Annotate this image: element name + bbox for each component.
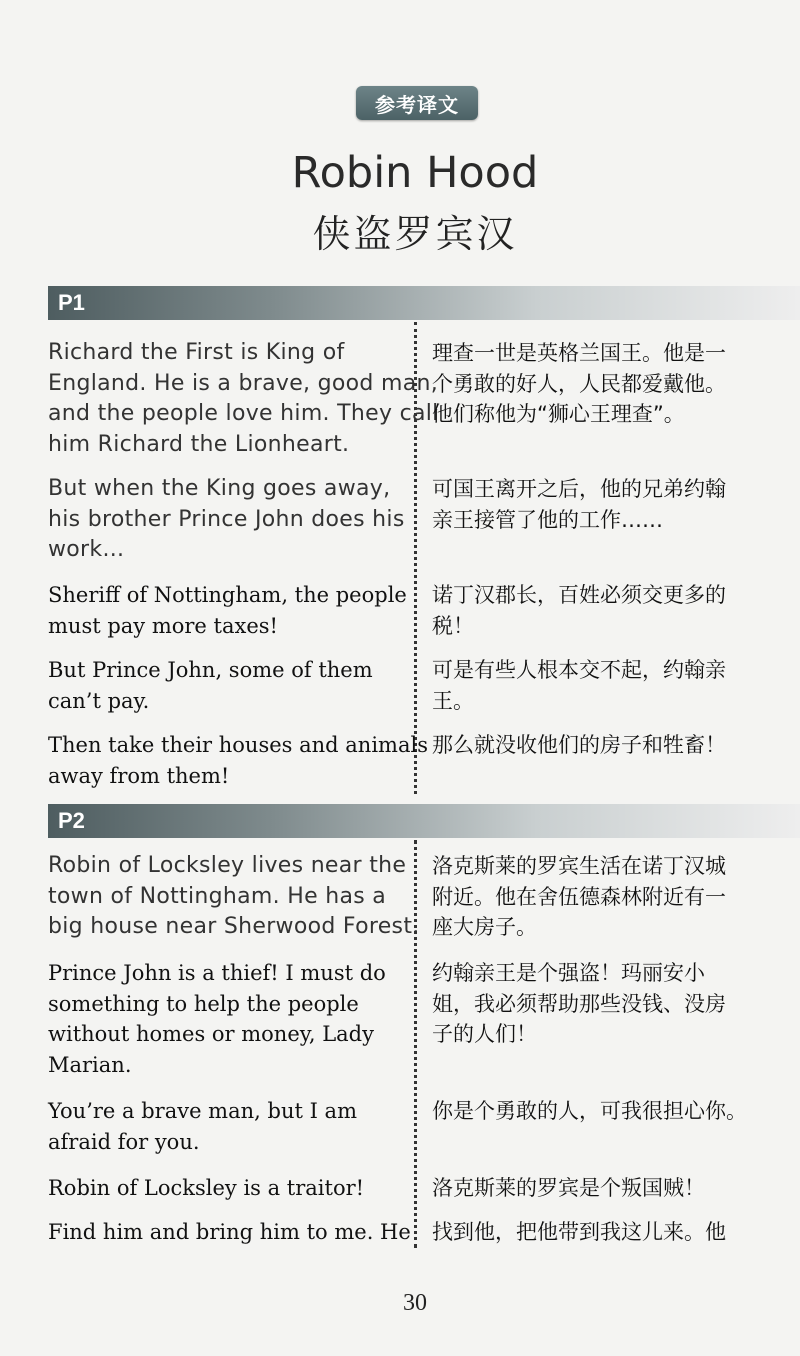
english-paragraph: Richard the First is King of England. He is a brave, good man, and the people love him. They call him Richard the Lionheart. <box>48 340 439 457</box>
english-speech: Prince John is a thief! I must do something to help the people without homes or money, Lady Marian. <box>48 961 386 1077</box>
chinese-speech: 洛克斯莱的罗宾是个叛国贼！ <box>432 1176 705 1200</box>
page-title-english: Robin Hood <box>291 148 539 198</box>
english-paragraph: But when the King goes away, his brother Prince John does his work... <box>48 476 405 562</box>
chinese-speech: 那么就没收他们的房子和牲畜！ <box>432 733 726 757</box>
chinese-speech: 诺丁汉郡长，百姓必须交更多的 税！ <box>432 583 726 638</box>
english-speech: You’re a brave man, but I am afraid for you. <box>48 1099 357 1154</box>
english-speech: Sheriff of Nottingham, the people must pay more taxes! <box>48 583 407 638</box>
english-paragraph: Robin of Locksley lives near the town of Nottingham. He has a big house near Sherwood Forest. <box>48 853 420 939</box>
chinese-speech: 可是有些人根本交不起，约翰亲 王。 <box>432 658 726 713</box>
chinese-paragraph: 洛克斯莱的罗宾生活在诺丁汉城 附近。他在舍伍德森林附近有一 座大房子。 <box>432 854 726 939</box>
english-speech: Robin of Locksley is a traitor! <box>48 1176 365 1200</box>
section-header-p1: P1 <box>48 286 800 320</box>
page-number: 30 <box>403 1290 427 1316</box>
english-speech: But Prince John, some of them can’t pay. <box>48 658 373 713</box>
section-badge: 参考译文 <box>356 86 478 120</box>
english-speech: Find him and bring him to me. He <box>48 1220 411 1244</box>
chinese-speech: 找到他，把他带到我这儿来。他 <box>432 1220 726 1244</box>
chinese-speech: 约翰亲王是个强盗！玛丽安小 姐，我必须帮助那些没钱、没房 子的人们！ <box>432 961 726 1046</box>
column-divider <box>414 840 417 1248</box>
section-header-p2: P2 <box>48 804 800 838</box>
chinese-paragraph: 理查一世是英格兰国王。他是一 个勇敢的好人，人民都爱戴他。 他们称他为“狮心王理查”。 <box>432 341 726 426</box>
page-title-chinese: 侠盗罗宾汉 <box>312 212 518 256</box>
english-speech: Then take their houses and animals away from them! <box>48 733 428 788</box>
chinese-paragraph: 可国王离开之后，他的兄弟约翰 亲王接管了他的工作…… <box>432 477 726 532</box>
chinese-speech: 你是个勇敢的人，可我很担心你。 <box>432 1099 747 1123</box>
